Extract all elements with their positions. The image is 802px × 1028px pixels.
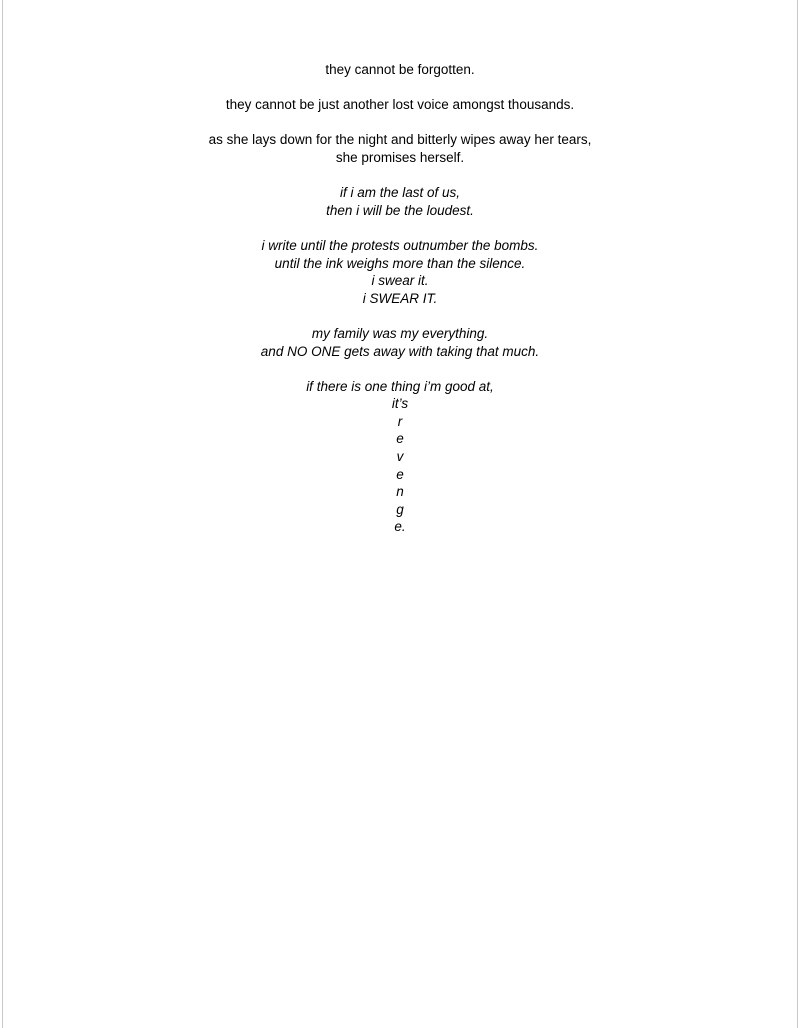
poem-line: i write until the protests outnumber the bombs.	[261, 237, 539, 253]
poem-line: i SWEAR IT.	[362, 290, 438, 306]
stanza	[3, 131, 797, 166]
poem-line: and NO ONE gets away with taking that much.	[260, 343, 540, 359]
poem-letter: g	[396, 501, 404, 517]
document-page	[2, 0, 798, 1028]
poem-line: until the ink weighs more than the silence.	[274, 255, 526, 271]
poem-line: they cannot be just another lost voice amongst thousands.	[225, 97, 575, 113]
poem-letter: v	[396, 449, 404, 465]
poem-line: she promises herself.	[335, 149, 465, 165]
stanza	[3, 61, 797, 79]
stanza-italic	[3, 184, 797, 219]
poem-line: they cannot be forgotten.	[325, 62, 475, 77]
poem-line: it’s	[391, 396, 409, 412]
poem-letter: e.	[394, 519, 406, 535]
poem-line: my family was my everything.	[311, 325, 489, 341]
poem-body	[3, 61, 797, 554]
poem-line: i swear it.	[371, 273, 429, 289]
stanza	[3, 96, 797, 114]
poem-letter: e	[396, 466, 404, 482]
poem-line: then i will be the loudest.	[326, 202, 474, 218]
poem-line: if there is one thing i’m good at,	[306, 378, 494, 394]
poem-letter: n	[396, 484, 404, 500]
poem-letter: r	[397, 413, 403, 429]
poem-letter: e	[396, 431, 404, 447]
stanza-italic	[3, 378, 797, 536]
poem-line: if i am the last of us,	[339, 185, 461, 201]
poem-line: as she lays down for the night and bitterly wipes away her tears,	[208, 132, 592, 148]
stanza-italic	[3, 237, 797, 307]
stanza-italic	[3, 325, 797, 360]
